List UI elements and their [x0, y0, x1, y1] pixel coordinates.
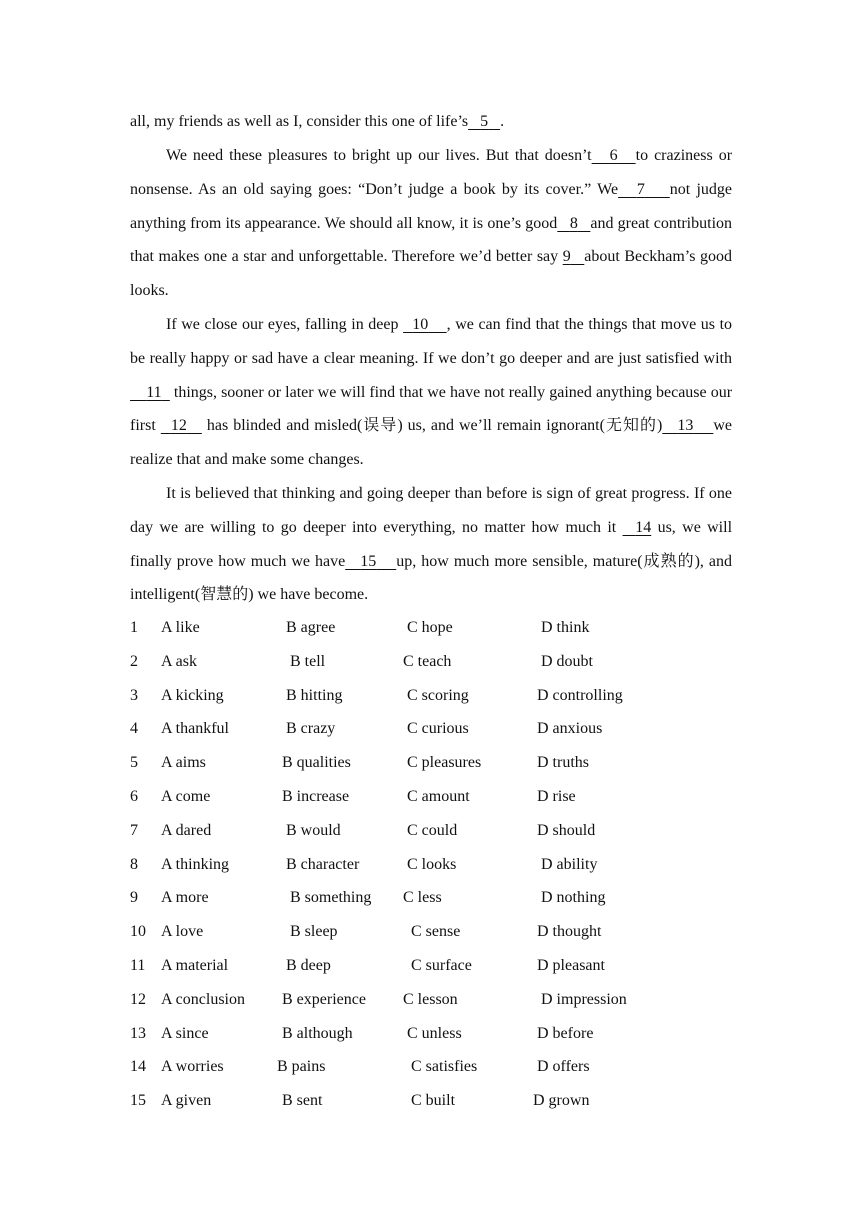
paragraph-continuation: all, my friends as well as I, consider this one of life’s 5 . — [130, 113, 505, 130]
blank-15: 15 — [360, 552, 377, 570]
blank-11: 11 — [146, 383, 162, 401]
blank-8: 8 — [569, 214, 578, 232]
question-row: 7 A dared B would C could D should — [130, 821, 596, 839]
question-row: 11 A material B deep C surface D pleasant — [130, 956, 605, 974]
blank-10: 10 — [412, 316, 429, 333]
question-row: 10 A love B sleep C sense D thought — [130, 923, 602, 941]
question-row: 9 A more B something C less D nothing — [130, 889, 606, 907]
answer-options-list — [130, 611, 750, 1118]
question-row: 2 A ask B tell C teach D doubt — [130, 652, 593, 670]
blank-7: 7 — [636, 180, 645, 198]
question-row: 8 A thinking B character C looks D ability — [130, 855, 598, 873]
question-row: 4 A thankful B crazy C curious D anxious — [130, 720, 603, 738]
question-row: 5 A aims B qualities C pleasures D truths — [130, 754, 589, 772]
paragraph-3: It is believed that thinking and going deeper than before is sign of great progress. If one day we are willing to go deeper into everything, no matter how much it 14 us, we will finally prove how much we have 15 up, how much more sensible, mature(成熟的), and intelligent(智慧的) we have become. — [130, 485, 733, 604]
paragraph-1: We need these pleasures to bright up our lives. But that doesn’t 6 to craziness or nonsense. As an old saying goes: “Don’t judge a book by its cover.” We 7 not judge anything from its appearance. We should all know, it is one’s good 8 and great contribution that makes one a star and unforgettable. Therefore we’d better say 9 about Beckham’s good looks. — [130, 147, 733, 300]
blank-6: 6 — [609, 147, 618, 164]
blank-13: 13 — [677, 417, 694, 435]
question-row: 3 A kicking B hitting C scoring D controlling — [130, 686, 623, 704]
question-row: 6 A come B increase C amount D rise — [130, 787, 576, 805]
question-row: 15 A given B sent C built D grown — [130, 1092, 590, 1110]
blank-9: 9 — [562, 248, 571, 266]
question-row: 1 A like B agree C hope D think — [130, 619, 590, 636]
blank-12: 12 — [170, 417, 187, 435]
blank-14: 14 — [635, 518, 652, 536]
question-row: 14 A worries B pains C satisfies D offers — [130, 1058, 590, 1076]
question-row: 13 A since B although C unless D before — [130, 1024, 594, 1042]
blank-5: 5 — [480, 113, 489, 130]
question-row: 12 A conclusion B experience C lesson D impression — [130, 990, 627, 1008]
paragraph-2: If we close our eyes, falling in deep 10 , we can find that the things that move us to be really happy or sad have a clear meaning. If we don’t go deeper and are just satisfied with 11 things, sooner or later we will find that we have not really gained anything because our first 12 has blinded and misled(误导) us, and we’ll remain ignorant(无知的) 13 we realize that and make some changes. — [130, 316, 733, 469]
